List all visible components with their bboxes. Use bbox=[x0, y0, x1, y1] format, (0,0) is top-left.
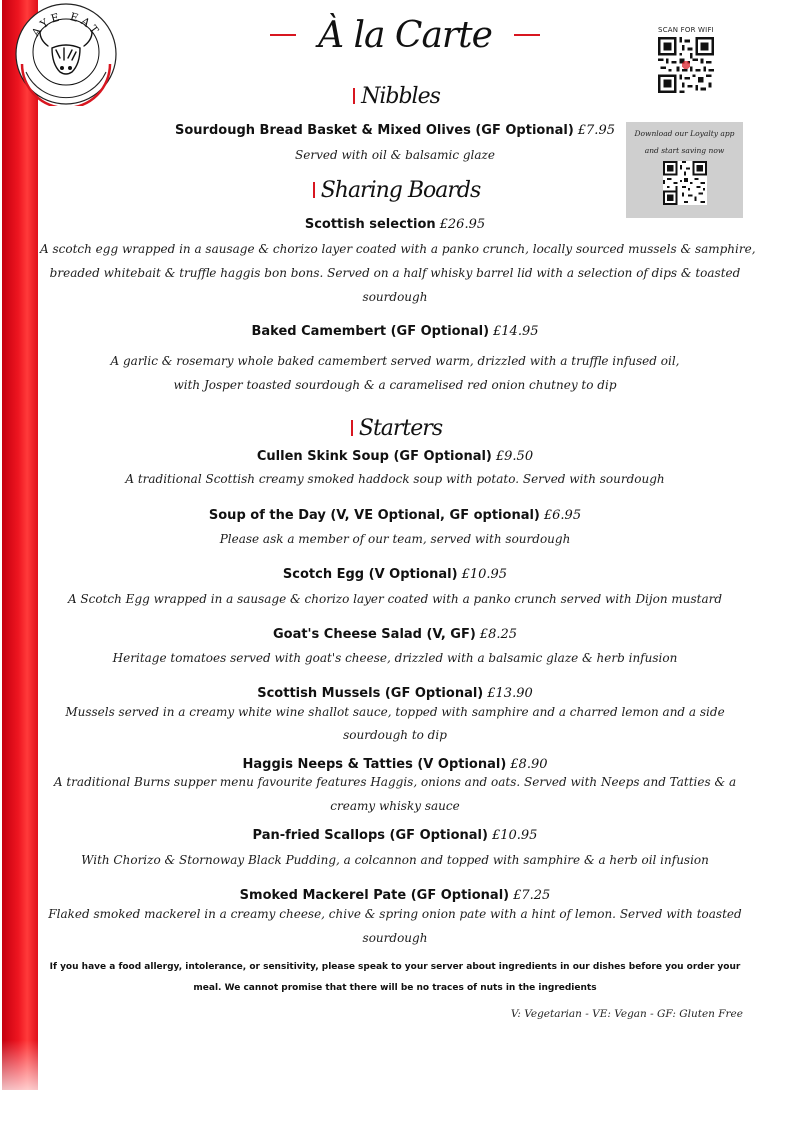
page-title: À la Carte bbox=[318, 14, 492, 56]
dish-description: A scotch egg wrapped in a sausage & chorizo layer coated with a panko crunch, locally sourced mussels & samphire, bbox=[40, 242, 756, 256]
dish-description: with Josper toasted sourdough & a caramelised red onion chutney to dip bbox=[173, 378, 617, 392]
dish-pan-fried-scallops bbox=[40, 827, 750, 845]
dish-baked-camembert bbox=[40, 323, 750, 341]
dish-name: Goat's Cheese Salad (V, GF) bbox=[272, 627, 476, 642]
dish-price: £10.95 bbox=[491, 828, 538, 843]
dish-name: Scottish selection bbox=[304, 217, 436, 232]
dish-price: £7.25 bbox=[513, 888, 551, 903]
section-marker bbox=[351, 420, 353, 436]
dish-description: Mussels served in a creamy white wine shallot sauce, topped with samphire and a charred lemon and a side bbox=[65, 705, 725, 719]
dish-price: £6.95 bbox=[543, 508, 582, 523]
section-title: Nibbles bbox=[361, 84, 440, 109]
dish-name: Scotch Egg (V Optional) bbox=[282, 567, 458, 582]
dish-name: Baked Camembert (GF Optional) bbox=[251, 324, 490, 339]
loyalty-text-line-2: and start saving now bbox=[644, 146, 725, 155]
dish-soup-of-the-day bbox=[40, 507, 750, 525]
dish-name: Pan-fried Scallops (GF Optional) bbox=[252, 828, 488, 843]
dish-description: sourdough bbox=[362, 290, 428, 304]
dish-description: creamy whisky sauce bbox=[330, 799, 460, 813]
dish-description: A garlic & rosemary whole baked camembert served warm, drizzled with a truffle infused oil, bbox=[110, 354, 680, 368]
dish-description: Please ask a member of our team, served with sourdough bbox=[219, 532, 571, 546]
dish-price: £9.50 bbox=[495, 449, 534, 464]
section-title: Sharing Boards bbox=[320, 178, 481, 203]
section-marker bbox=[353, 88, 355, 104]
dish-description: breaded whitebait & truffle haggis bon bons. Served on a half whisky barrel lid with a selection of dips & toasted bbox=[49, 266, 741, 280]
section-heading-nibbles bbox=[0, 84, 793, 109]
dish-price: £13.90 bbox=[487, 686, 533, 701]
section-title: Starters bbox=[358, 416, 443, 441]
wifi-label: SCAN FOR WIFI bbox=[658, 26, 714, 34]
dish-sourdough-bread-basket bbox=[40, 122, 750, 140]
dish-description: A traditional Burns supper menu favourite features Haggis, onions and oats. Served with Neeps and Tatties & a bbox=[53, 775, 737, 789]
dish-description: Served with oil & balsamic glaze bbox=[295, 148, 495, 162]
dish-description: A traditional Scottish creamy smoked haddock soup with potato. Served with sourdough bbox=[125, 472, 665, 486]
loyalty-text-line-1: Download our Loyalty app bbox=[634, 129, 735, 138]
dietary-legend: V: Vegetarian - VE: Vegan - GF: Gluten Free bbox=[510, 1008, 743, 1020]
dish-scotch-egg bbox=[40, 566, 750, 584]
dish-name: Sourdough Bread Basket & Mixed Olives (GF Optional) bbox=[175, 123, 574, 138]
allergy-notice-line-2: meal. We cannot promise that there will be no traces of nuts in the ingredients bbox=[193, 983, 597, 993]
dish-name: Haggis Neeps & Tatties (V Optional) bbox=[242, 757, 507, 772]
menu-title-block bbox=[270, 10, 540, 60]
section-marker bbox=[313, 182, 315, 198]
dish-name: Soup of the Day (V, VE Optional, GF optional) bbox=[208, 508, 540, 523]
dish-name: Smoked Mackerel Pate (GF Optional) bbox=[239, 888, 510, 903]
dish-price: £8.90 bbox=[510, 757, 548, 772]
dish-price: £14.95 bbox=[493, 324, 539, 339]
dish-description: With Chorizo & Stornoway Black Pudding, a colcannon and topped with samphire & a herb oil infusion bbox=[81, 853, 709, 867]
dish-name: Scottish Mussels (GF Optional) bbox=[257, 686, 484, 701]
dish-price: £26.95 bbox=[439, 217, 486, 232]
left-red-bar bbox=[2, 0, 38, 1090]
title-dash-right bbox=[514, 34, 540, 36]
dish-cullen-skink bbox=[40, 448, 750, 466]
logo-text: AYE EAT bbox=[29, 9, 103, 39]
dish-price: £10.95 bbox=[461, 567, 508, 582]
left-red-bar-fade bbox=[2, 1040, 38, 1090]
allergy-notice-line-1: If you have a food allergy, intolerance, or sensitivity, please speak to your server about ingredients in our dishes before you order your bbox=[49, 962, 741, 972]
dish-price: £8.25 bbox=[479, 627, 518, 642]
wifi-qr-block[interactable] bbox=[650, 26, 722, 93]
dish-name: Cullen Skink Soup (GF Optional) bbox=[256, 449, 492, 464]
dish-description: sourdough to dip bbox=[343, 728, 447, 742]
dish-description: Flaked smoked mackerel in a creamy cheese, chive & spring onion pate with a hint of lemon. Served with toasted bbox=[48, 907, 742, 921]
dish-scottish-selection bbox=[40, 216, 750, 234]
dish-description: A Scotch Egg wrapped in a sausage & chorizo layer coated with a panko crunch served with Dijon mustard bbox=[67, 592, 723, 606]
section-heading-sharing-boards bbox=[0, 178, 793, 203]
section-heading-starters bbox=[0, 416, 793, 441]
dish-goats-cheese-salad bbox=[40, 626, 750, 644]
dish-description: Heritage tomatoes served with goat's cheese, drizzled with a balsamic glaze & herb infusion bbox=[112, 651, 678, 665]
title-dash-left bbox=[270, 34, 296, 36]
dish-description: sourdough bbox=[362, 931, 428, 945]
dish-price: £7.95 bbox=[577, 123, 615, 138]
